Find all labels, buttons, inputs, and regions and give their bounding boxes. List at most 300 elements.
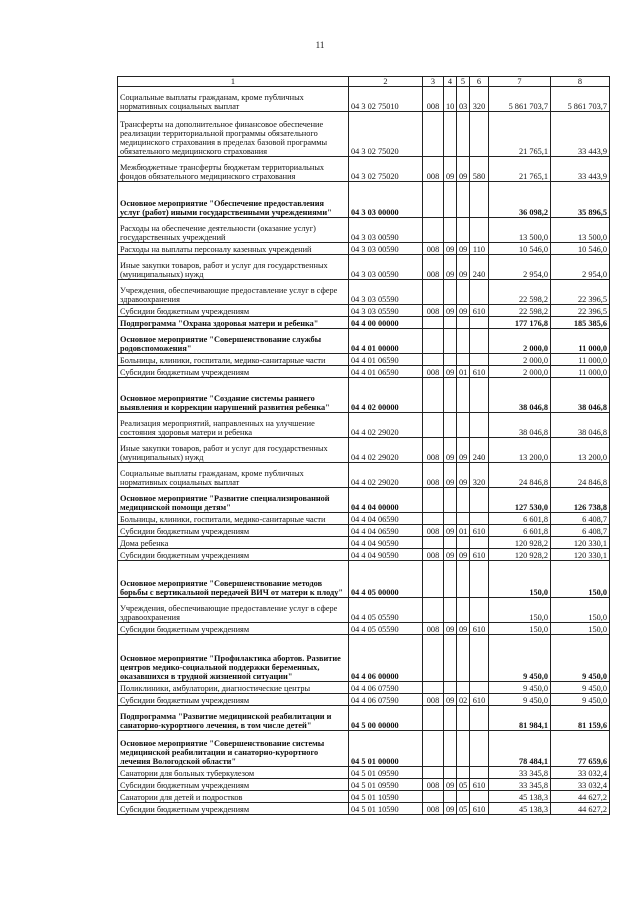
row-ministry: 008 (423, 438, 444, 463)
row-value-year1: 33 345,8 (489, 767, 551, 779)
table-row (118, 561, 610, 598)
table-row (118, 255, 610, 280)
row-subsection (457, 791, 470, 803)
row-expense-type (470, 488, 489, 513)
row-code: 04 3 02 75020 (349, 112, 423, 157)
row-code: 04 4 02 29020 (349, 413, 423, 438)
row-name: Основное мероприятие "Развитие специализированной медицинской помощи детям" (118, 488, 349, 513)
row-value-year2: 150,0 (551, 561, 610, 598)
row-expense-type (470, 731, 489, 767)
row-expense-type: 110 (470, 243, 489, 255)
row-subsection (457, 182, 470, 218)
row-ministry: 008 (423, 803, 444, 815)
row-ministry (423, 329, 444, 354)
row-code: 04 3 03 00590 (349, 255, 423, 280)
row-subsection (457, 488, 470, 513)
budget-table (117, 76, 610, 815)
row-expense-type (470, 635, 489, 682)
row-subsection: 05 (457, 779, 470, 791)
row-value-year2: 126 738,8 (551, 488, 610, 513)
row-subsection (457, 561, 470, 598)
row-ministry: 008 (423, 623, 444, 635)
row-expense-type (470, 537, 489, 549)
row-value-year1: 9 450,0 (489, 694, 551, 706)
row-value-year1: 13 200,0 (489, 438, 551, 463)
row-expense-type (470, 329, 489, 354)
table-row (118, 598, 610, 623)
row-value-year2: 2 954,0 (551, 255, 610, 280)
row-name: Поликлиники, амбулатории, диагностические центры (118, 682, 349, 694)
row-code: 04 4 05 05590 (349, 623, 423, 635)
row-name: Субсидии бюджетным учреждениям (118, 803, 349, 815)
row-code: 04 3 03 05590 (349, 280, 423, 305)
row-value-year1: 6 601,8 (489, 525, 551, 537)
row-value-year1: 78 484,1 (489, 731, 551, 767)
table-row (118, 513, 610, 525)
table-row (118, 706, 610, 731)
row-code: 04 3 03 00590 (349, 243, 423, 255)
row-subsection: 09 (457, 623, 470, 635)
row-section (444, 561, 457, 598)
row-subsection (457, 329, 470, 354)
row-subsection: 01 (457, 525, 470, 537)
table-row (118, 157, 610, 182)
table-row (118, 243, 610, 255)
row-ministry (423, 112, 444, 157)
row-section: 09 (444, 243, 457, 255)
row-ministry (423, 682, 444, 694)
row-code: 04 4 05 05590 (349, 598, 423, 623)
row-name: Субсидии бюджетным учреждениям (118, 305, 349, 317)
row-section: 09 (444, 463, 457, 488)
row-name: Основное мероприятие "Обеспечение предоставления услуг (работ) иными государственными учреждениями" (118, 182, 349, 218)
row-ministry (423, 280, 444, 305)
row-expense-type: 240 (470, 438, 489, 463)
row-code: 04 4 01 06590 (349, 366, 423, 378)
row-section (444, 537, 457, 549)
row-ministry (423, 598, 444, 623)
row-section: 09 (444, 623, 457, 635)
row-subsection (457, 731, 470, 767)
row-value-year1: 24 846,8 (489, 463, 551, 488)
row-name: Субсидии бюджетным учреждениям (118, 623, 349, 635)
row-value-year2: 77 659,6 (551, 731, 610, 767)
row-name: Социальные выплаты гражданам, кроме публичных нормативных социальных выплат (118, 463, 349, 488)
row-code: 04 4 04 90590 (349, 537, 423, 549)
row-value-year1: 45 138,3 (489, 791, 551, 803)
row-name: Субсидии бюджетным учреждениям (118, 366, 349, 378)
row-expense-type (470, 280, 489, 305)
row-section (444, 706, 457, 731)
row-value-year2: 120 330,1 (551, 537, 610, 549)
row-code: 04 4 05 00000 (349, 561, 423, 598)
table-row (118, 329, 610, 354)
row-expense-type (470, 354, 489, 366)
row-name: Основное мероприятие "Профилактика абортов. Развитие центров медико-социальной поддержки беременных, оказавшихся в трудной жизненной ситуации" (118, 635, 349, 682)
row-section (444, 329, 457, 354)
row-expense-type (470, 706, 489, 731)
row-name: Иные закупки товаров, работ и услуг для государственных (муниципальных) нужд (118, 438, 349, 463)
table-row (118, 366, 610, 378)
row-value-year1: 150,0 (489, 598, 551, 623)
row-subsection: 05 (457, 803, 470, 815)
row-name: Санатории для больных туберкулезом (118, 767, 349, 779)
row-value-year2: 5 861 703,7 (551, 87, 610, 112)
row-value-year1: 177 176,8 (489, 317, 551, 329)
row-value-year1: 150,0 (489, 561, 551, 598)
table-row (118, 537, 610, 549)
row-expense-type: 610 (470, 305, 489, 317)
row-subsection (457, 354, 470, 366)
row-subsection: 01 (457, 366, 470, 378)
row-value-year1: 38 046,8 (489, 378, 551, 413)
row-value-year2: 44 627,2 (551, 803, 610, 815)
table-row (118, 87, 610, 112)
row-expense-type: 240 (470, 255, 489, 280)
row-value-year1: 22 598,2 (489, 280, 551, 305)
row-value-year1: 22 598,2 (489, 305, 551, 317)
row-subsection: 09 (457, 549, 470, 561)
row-code: 04 4 06 07590 (349, 694, 423, 706)
row-code: 04 5 01 10590 (349, 803, 423, 815)
row-expense-type: 610 (470, 366, 489, 378)
row-value-year1: 45 138,3 (489, 803, 551, 815)
row-name: Реализация мероприятий, направленных на улучшение состояния здоровья матери и ребенка (118, 413, 349, 438)
row-ministry (423, 317, 444, 329)
row-ministry: 008 (423, 463, 444, 488)
table-row (118, 305, 610, 317)
row-ministry: 008 (423, 305, 444, 317)
row-value-year2: 11 000,0 (551, 329, 610, 354)
row-value-year1: 5 861 703,7 (489, 87, 551, 112)
row-section: 09 (444, 803, 457, 815)
row-expense-type (470, 561, 489, 598)
header-cell: 6 (470, 77, 489, 87)
row-ministry (423, 635, 444, 682)
row-section: 09 (444, 694, 457, 706)
row-code: 04 4 02 29020 (349, 463, 423, 488)
table-row (118, 779, 610, 791)
table-row (118, 280, 610, 305)
row-value-year1: 38 046,8 (489, 413, 551, 438)
row-code: 04 4 04 90590 (349, 549, 423, 561)
row-subsection (457, 706, 470, 731)
row-name: Основное мероприятие "Совершенствование методов борьбы с вертикальной передачей ВИЧ от матери к плоду" (118, 561, 349, 598)
table-row (118, 354, 610, 366)
row-name: Расходы на обеспечение деятельности (оказание услуг) государственных учреждений (118, 218, 349, 243)
row-section (444, 354, 457, 366)
row-ministry: 008 (423, 525, 444, 537)
row-section: 09 (444, 438, 457, 463)
row-section (444, 317, 457, 329)
row-ministry (423, 731, 444, 767)
row-ministry (423, 561, 444, 598)
row-ministry (423, 413, 444, 438)
row-code: 04 5 01 09590 (349, 779, 423, 791)
row-code: 04 4 01 06590 (349, 354, 423, 366)
row-value-year2: 33 032,4 (551, 779, 610, 791)
row-expense-type: 610 (470, 803, 489, 815)
row-value-year1: 13 500,0 (489, 218, 551, 243)
row-expense-type: 610 (470, 525, 489, 537)
row-subsection (457, 767, 470, 779)
row-name: Субсидии бюджетным учреждениям (118, 525, 349, 537)
table-row (118, 791, 610, 803)
row-value-year2: 38 046,8 (551, 413, 610, 438)
header-cell: 2 (349, 77, 423, 87)
row-value-year2: 38 046,8 (551, 378, 610, 413)
row-name: Подпрограмма "Развитие медицинской реабилитации и санаторно-курортного лечения, в том числе детей" (118, 706, 349, 731)
row-code: 04 4 01 00000 (349, 329, 423, 354)
row-value-year1: 150,0 (489, 623, 551, 635)
row-ministry: 008 (423, 366, 444, 378)
row-value-year2: 10 546,0 (551, 243, 610, 255)
row-code: 04 3 03 00590 (349, 218, 423, 243)
page-number: 11 (315, 40, 325, 50)
row-value-year2: 24 846,8 (551, 463, 610, 488)
row-ministry: 008 (423, 243, 444, 255)
row-section (444, 513, 457, 525)
row-code: 04 4 06 00000 (349, 635, 423, 682)
row-value-year2: 33 032,4 (551, 767, 610, 779)
header-cell: 1 (118, 77, 349, 87)
row-value-year2: 9 450,0 (551, 682, 610, 694)
header-cell: 5 (457, 77, 470, 87)
header-cell: 3 (423, 77, 444, 87)
row-expense-type (470, 182, 489, 218)
row-value-year2: 6 408,7 (551, 513, 610, 525)
row-name: Дома ребенка (118, 537, 349, 549)
row-expense-type: 580 (470, 157, 489, 182)
row-ministry (423, 488, 444, 513)
header-cell: 8 (551, 77, 610, 87)
row-ministry (423, 791, 444, 803)
row-code: 04 3 03 00000 (349, 182, 423, 218)
table-row (118, 731, 610, 767)
row-section (444, 182, 457, 218)
table-row (118, 635, 610, 682)
row-expense-type (470, 317, 489, 329)
row-ministry: 008 (423, 255, 444, 280)
row-value-year1: 21 765,1 (489, 157, 551, 182)
row-value-year2: 44 627,2 (551, 791, 610, 803)
row-value-year1: 2 000,0 (489, 354, 551, 366)
row-section: 09 (444, 779, 457, 791)
row-expense-type: 610 (470, 779, 489, 791)
row-subsection (457, 682, 470, 694)
table-row (118, 803, 610, 815)
row-value-year2: 120 330,1 (551, 549, 610, 561)
row-expense-type (470, 378, 489, 413)
row-section: 10 (444, 87, 457, 112)
header-cell: 4 (444, 77, 457, 87)
table-row (118, 182, 610, 218)
row-ministry (423, 354, 444, 366)
row-ministry: 008 (423, 694, 444, 706)
row-subsection (457, 513, 470, 525)
row-code: 04 5 01 09590 (349, 767, 423, 779)
row-name: Учреждения, обеспечивающие предоставление услуг в сфере здравоохранения (118, 598, 349, 623)
row-value-year2: 9 450,0 (551, 635, 610, 682)
row-subsection (457, 280, 470, 305)
row-subsection: 09 (457, 157, 470, 182)
row-value-year2: 35 896,5 (551, 182, 610, 218)
row-ministry (423, 767, 444, 779)
row-value-year2: 11 000,0 (551, 354, 610, 366)
row-subsection (457, 378, 470, 413)
row-name: Социальные выплаты гражданам, кроме публичных нормативных социальных выплат (118, 87, 349, 112)
row-name: Субсидии бюджетным учреждениям (118, 549, 349, 561)
row-section (444, 378, 457, 413)
row-code: 04 4 02 00000 (349, 378, 423, 413)
row-name: Субсидии бюджетным учреждениям (118, 779, 349, 791)
row-ministry: 008 (423, 87, 444, 112)
row-subsection: 09 (457, 438, 470, 463)
row-subsection (457, 413, 470, 438)
row-value-year1: 9 450,0 (489, 682, 551, 694)
row-expense-type (470, 513, 489, 525)
row-ministry: 008 (423, 157, 444, 182)
row-subsection (457, 635, 470, 682)
row-value-year1: 10 546,0 (489, 243, 551, 255)
row-subsection (457, 537, 470, 549)
table-row (118, 694, 610, 706)
row-value-year1: 2 000,0 (489, 329, 551, 354)
row-section (444, 635, 457, 682)
row-ministry (423, 537, 444, 549)
table-body (118, 87, 610, 815)
row-value-year2: 33 443,9 (551, 157, 610, 182)
row-code: 04 3 02 75010 (349, 87, 423, 112)
row-expense-type (470, 218, 489, 243)
row-expense-type: 320 (470, 87, 489, 112)
row-code: 04 4 06 07590 (349, 682, 423, 694)
row-section: 09 (444, 549, 457, 561)
row-value-year1: 127 530,0 (489, 488, 551, 513)
row-code: 04 5 01 10590 (349, 791, 423, 803)
row-value-year2: 150,0 (551, 598, 610, 623)
row-value-year1: 9 450,0 (489, 635, 551, 682)
row-expense-type (470, 767, 489, 779)
row-subsection: 03 (457, 87, 470, 112)
row-section: 09 (444, 255, 457, 280)
table-row (118, 767, 610, 779)
row-section (444, 413, 457, 438)
row-section (444, 682, 457, 694)
row-subsection (457, 598, 470, 623)
row-ministry (423, 378, 444, 413)
row-section: 09 (444, 305, 457, 317)
row-code: 04 3 02 75020 (349, 157, 423, 182)
row-subsection: 09 (457, 255, 470, 280)
row-value-year1: 81 984,1 (489, 706, 551, 731)
row-name: Основное мероприятие "Совершенствование системы медицинской реабилитации и санаторно-курортного лечения Вологодской области" (118, 731, 349, 767)
row-expense-type (470, 112, 489, 157)
row-ministry: 008 (423, 779, 444, 791)
table-row (118, 438, 610, 463)
row-value-year2: 150,0 (551, 623, 610, 635)
row-name: Межбюджетные трансферты бюджетам территориальных фондов обязательного медицинского страхования (118, 157, 349, 182)
row-ministry (423, 706, 444, 731)
table-row (118, 525, 610, 537)
row-expense-type (470, 413, 489, 438)
table-row (118, 218, 610, 243)
row-expense-type (470, 682, 489, 694)
row-expense-type: 610 (470, 549, 489, 561)
table-row (118, 317, 610, 329)
row-value-year2: 22 396,5 (551, 280, 610, 305)
row-section: 09 (444, 157, 457, 182)
row-section: 09 (444, 525, 457, 537)
table-row (118, 549, 610, 561)
row-expense-type: 610 (470, 623, 489, 635)
row-section (444, 218, 457, 243)
row-name: Санатории для детей и подростков (118, 791, 349, 803)
table-row (118, 682, 610, 694)
row-name: Основное мероприятие "Создание системы раннего выявления и коррекции нарушений развития ребенка" (118, 378, 349, 413)
header-cell: 7 (489, 77, 551, 87)
row-name: Учреждения, обеспечивающие предоставление услуг в сфере здравоохранения (118, 280, 349, 305)
row-subsection (457, 218, 470, 243)
row-ministry: 008 (423, 549, 444, 561)
row-value-year2: 13 200,0 (551, 438, 610, 463)
row-name: Субсидии бюджетным учреждениям (118, 694, 349, 706)
row-code: 04 3 03 05590 (349, 305, 423, 317)
row-section (444, 767, 457, 779)
table-row (118, 112, 610, 157)
table-row (118, 623, 610, 635)
row-expense-type (470, 598, 489, 623)
row-value-year2: 11 000,0 (551, 366, 610, 378)
row-expense-type: 610 (470, 694, 489, 706)
row-subsection: 09 (457, 463, 470, 488)
row-code: 04 4 04 00000 (349, 488, 423, 513)
row-value-year1: 36 098,2 (489, 182, 551, 218)
row-name: Иные закупки товаров, работ и услуг для государственных (муниципальных) нужд (118, 255, 349, 280)
row-value-year2: 13 500,0 (551, 218, 610, 243)
row-section (444, 280, 457, 305)
row-value-year1: 33 345,8 (489, 779, 551, 791)
row-name: Больницы, клиники, госпитали, медико-санитарные части (118, 354, 349, 366)
table-row (118, 463, 610, 488)
row-ministry (423, 218, 444, 243)
row-subsection (457, 112, 470, 157)
row-value-year2: 33 443,9 (551, 112, 610, 157)
row-code: 04 4 04 06590 (349, 513, 423, 525)
row-value-year2: 6 408,7 (551, 525, 610, 537)
row-value-year2: 81 159,6 (551, 706, 610, 731)
row-subsection: 09 (457, 305, 470, 317)
row-value-year2: 22 396,5 (551, 305, 610, 317)
row-code: 04 4 02 29020 (349, 438, 423, 463)
row-subsection (457, 317, 470, 329)
row-name: Больницы, клиники, госпитали, медико-санитарные части (118, 513, 349, 525)
row-value-year2: 185 385,6 (551, 317, 610, 329)
row-expense-type: 320 (470, 463, 489, 488)
row-code: 04 5 01 00000 (349, 731, 423, 767)
row-value-year1: 21 765,1 (489, 112, 551, 157)
row-code: 04 4 00 00000 (349, 317, 423, 329)
row-section (444, 112, 457, 157)
row-code: 04 4 04 06590 (349, 525, 423, 537)
row-subsection: 09 (457, 243, 470, 255)
row-section (444, 598, 457, 623)
header-row (118, 77, 610, 87)
row-ministry (423, 513, 444, 525)
row-code: 04 5 00 00000 (349, 706, 423, 731)
row-value-year1: 120 928,2 (489, 549, 551, 561)
row-section: 09 (444, 366, 457, 378)
